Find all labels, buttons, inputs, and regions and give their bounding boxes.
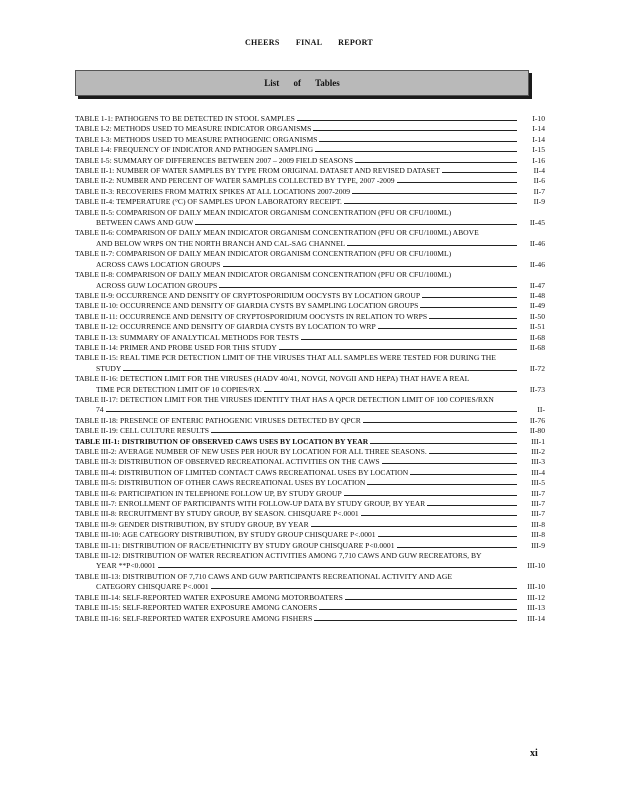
leader-line <box>429 318 517 319</box>
toc-entry-page: II- <box>537 405 545 415</box>
toc-entry-label: TABLE I-4: FREQUENCY OF INDICATOR AND PATHOGEN SAMPLING <box>75 145 314 155</box>
toc-entry-label: TABLE I-2: METHODS USED TO MEASURE INDICATOR ORGANISMS <box>75 124 312 134</box>
toc-entry[interactable] <box>75 291 545 301</box>
leader-line <box>378 328 517 329</box>
toc-entry-label: TABLE 1-1: PATHOGENS TO BE DETECTED IN STOOL SAMPLES <box>75 114 295 123</box>
toc-entry-label: TABLE III-7: ENROLLMENT OF PARTICIPANTS WITH FOLLOW-UP DATA BY STUDY GROUP, BY YEAR <box>75 499 426 509</box>
toc-entry[interactable] <box>75 312 545 322</box>
toc-entry-label: TABLE II-8: COMPARISON OF DAILY MEAN INDICATOR ORGANISM CONCENTRATION (PFU OR CFU/100ML) <box>75 270 452 280</box>
toc-entry[interactable] <box>75 343 545 353</box>
toc-entry[interactable] <box>75 114 545 124</box>
toc-entry-label: TABLE II-2: NUMBER AND PERCENT OF WATER SAMPLES COLLECTED BY TYPE, 2007 -2009 <box>75 176 395 186</box>
toc-entry[interactable] <box>75 551 545 572</box>
toc-entry-label: TABLE III-2: AVERAGE NUMBER OF NEW USES PER HOUR BY LOCATION FOR ALL THREE SEASONS. <box>75 447 427 456</box>
toc-entry[interactable] <box>75 541 545 551</box>
leader-line <box>301 339 517 340</box>
running-header: CHEERS FINAL REPORT <box>244 38 374 47</box>
leader-line <box>211 588 517 589</box>
leader-line <box>314 620 517 621</box>
leader-line <box>361 515 517 516</box>
toc-entry[interactable] <box>75 322 545 332</box>
toc-entry-page: III-7 <box>531 499 545 509</box>
toc-entry-label: TABLE III-12: DISTRIBUTION OF WATER RECREATION ACTIVITIES AMONG 7,710 CAWS AND GUW RECREATORS, BY <box>75 551 482 561</box>
leader-line <box>264 391 517 392</box>
toc-entry-page: III-1 <box>531 436 545 446</box>
toc-entry-page: III-3 <box>531 457 545 467</box>
toc-entry-page: III-2 <box>531 447 545 456</box>
leader-line <box>223 266 518 267</box>
toc-entry-page: III-7 <box>531 509 545 519</box>
leader-line <box>422 297 517 298</box>
toc-entry-label: TABLE I-5: SUMMARY OF DIFFERENCES BETWEEN 2007 – 2009 FIELD SEASONS <box>75 155 353 165</box>
toc-entry-label: TABLE II-1: NUMBER OF WATER SAMPLES BY TYPE FROM ORIGINAL DATASET AND REVISED DATASET <box>75 166 440 176</box>
toc-entry[interactable] <box>75 499 545 509</box>
toc-entry-label: TABLE II-4: TEMPERATURE (°C) OF SAMPLES UPON LABORATORY RECEIPT. <box>75 197 342 207</box>
table-of-contents <box>75 114 545 624</box>
toc-entry-label: TABLE II-19: CELL CULTURE RESULTS <box>75 426 209 436</box>
leader-line <box>123 370 517 371</box>
toc-entry-label: TABLE II-3: RECOVERIES FROM MATRIX SPIKES AT ALL LOCATIONS 2007-2009 <box>75 186 351 196</box>
leader-line <box>429 453 517 454</box>
toc-entry[interactable] <box>75 156 545 166</box>
toc-entry[interactable] <box>75 426 545 436</box>
leader-line <box>219 287 517 288</box>
toc-entry-label: TABLE II-9: OCCURRENCE AND DENSITY OF CRYPTOSPORIDIUM OOCYSTS BY LOCATION GROUP <box>75 290 421 300</box>
toc-entry-continuation: 74 <box>96 405 104 415</box>
toc-entry-page: II-76 <box>529 415 545 425</box>
leader-line <box>427 505 517 506</box>
toc-entry-label: TABLE III-11: DISTRIBUTION OF RACE/ETHNICITY BY STUDY GROUP CHISQUARE P<0.0001 <box>75 540 395 550</box>
toc-entry[interactable] <box>75 530 545 540</box>
leader-line <box>382 463 517 464</box>
toc-entry-page: III-9 <box>531 540 545 550</box>
toc-entry-page: III-10 <box>527 582 545 592</box>
toc-entry-page: II-46 <box>529 259 545 269</box>
toc-entry-label: TABLE III-16: SELF-REPORTED WATER EXPOSURE AMONG FISHERS <box>75 613 313 623</box>
toc-entry-page: III-8 <box>531 519 545 529</box>
toc-entry-page: III-14 <box>527 613 545 623</box>
toc-entry-label: TABLE II-15: REAL TIME PCR DETECTION LIMIT OF THE VIRUSES THAT ALL SAMPLES WERE TESTED FOR DURING THE <box>75 353 496 363</box>
toc-entry-page: II-51 <box>529 322 545 332</box>
toc-entry-label: TABLE II-5: COMPARISON OF DAILY MEAN INDICATOR ORGANISM CONCENTRATION (PFU OR CFU/100ML) <box>75 207 452 217</box>
toc-entry-label: TABLE III-8: RECRUITMENT BY STUDY GROUP, BY SEASON. CHISQUARE P<.0001 <box>75 509 359 519</box>
list-of-tables-heading: List of Tables <box>75 70 529 96</box>
toc-entry-page: II-45 <box>529 218 545 228</box>
toc-entry-page: II-80 <box>529 426 545 436</box>
toc-entry[interactable] <box>75 270 545 291</box>
toc-entry-page: II-4 <box>533 166 545 176</box>
leader-line <box>367 484 517 485</box>
toc-entry-page: I-10 <box>532 114 545 123</box>
toc-entry-label: TABLE III-3: DISTRIBUTION OF OBSERVED RECREATIONAL ACTIVITIES ON THE CAWS <box>75 457 380 467</box>
leader-line <box>106 411 517 412</box>
toc-entry[interactable] <box>75 509 545 519</box>
toc-entry-page: III-12 <box>527 592 545 602</box>
toc-entry[interactable] <box>75 614 545 624</box>
toc-entry[interactable] <box>75 603 545 613</box>
leader-line <box>311 526 517 527</box>
toc-entry-page: II-73 <box>529 384 545 394</box>
toc-entry-page: I-14 <box>532 134 545 144</box>
toc-entry-label: TABLE III-14: SELF-REPORTED WATER EXPOSURE AMONG MOTORBOATERS <box>75 592 343 602</box>
toc-entry-page: III-13 <box>527 603 545 613</box>
leader-line <box>420 307 517 308</box>
toc-entry-page: II-50 <box>529 311 545 321</box>
toc-entry-label: TABLE III-10: AGE CATEGORY DISTRIBUTION, BY STUDY GROUP CHISQUARE P<.0001 <box>75 530 376 540</box>
toc-entry-page: II-72 <box>529 363 545 373</box>
leader-line <box>313 130 517 131</box>
toc-entry-label: TABLE II-17: DETECTION LIMIT FOR THE VIRUSES IDENTITY THAT HAS A QPCR DETECTION LIMIT OF 100 COPIES/RXN <box>75 394 494 404</box>
toc-entry-label: TABLE II-10: OCCURRENCE AND DENSITY OF GIARDIA CYSTS BY SAMPLING LOCATION GROUPS <box>75 301 419 311</box>
leader-line <box>347 245 517 246</box>
toc-entry-page: II-47 <box>529 280 545 290</box>
toc-entry[interactable] <box>75 145 545 155</box>
toc-entry[interactable] <box>75 478 545 488</box>
toc-entry-label: TABLE III-15: SELF-REPORTED WATER EXPOSURE AMONG CANOERS <box>75 603 318 613</box>
toc-entry-page: II-46 <box>529 238 545 248</box>
toc-entry[interactable] <box>75 395 545 416</box>
toc-entry[interactable] <box>75 187 545 197</box>
leader-line <box>344 495 517 496</box>
leader-line <box>370 443 517 444</box>
toc-entry-page: I-15 <box>532 145 545 155</box>
toc-entry[interactable] <box>75 447 545 457</box>
leader-line <box>319 609 517 610</box>
toc-entry-label: TABLE III-4: DISTRIBUTION OF LIMITED CONTACT CAWS RECREATIONAL USES BY LOCATION <box>75 467 409 477</box>
toc-entry[interactable] <box>75 249 545 270</box>
toc-entry-page: III-7 <box>531 488 545 498</box>
toc-entry-page: III-8 <box>531 530 545 540</box>
toc-entry-continuation: AND BELOW WRPS ON THE NORTH BRANCH AND CAL-SAG CHANNEL <box>96 238 346 248</box>
toc-entry[interactable] <box>75 416 545 426</box>
toc-entry[interactable] <box>75 228 545 249</box>
toc-entry[interactable] <box>75 333 545 343</box>
leader-line <box>363 422 517 423</box>
toc-entry[interactable] <box>75 135 545 145</box>
toc-entry-label: TABLE III-9: GENDER DISTRIBUTION, BY STUDY GROUP, BY YEAR <box>75 519 309 529</box>
leader-line <box>355 162 517 163</box>
toc-entry-continuation: BETWEEN CAWS AND GUW <box>96 218 194 228</box>
leader-line <box>442 172 517 173</box>
leader-line <box>345 599 517 600</box>
toc-entry[interactable] <box>75 489 545 499</box>
toc-entry[interactable] <box>75 353 545 374</box>
leader-line <box>315 151 517 152</box>
toc-entry-label: TABLE II-11: OCCURRENCE AND DENSITY OF CRYPTOSPORIDIUM OOCYSTS IN RELATION TO WRPS <box>75 311 428 321</box>
toc-entry-label: TABLE III-5: DISTRIBUTION OF OTHER CAWS RECREATIONAL USES BY LOCATION <box>75 478 366 488</box>
toc-entry-label: TABLE II-13: SUMMARY OF ANALYTICAL METHODS FOR TESTS <box>75 332 299 342</box>
leader-line <box>158 567 517 568</box>
toc-entry-continuation: YEAR **P<0.0001 <box>96 561 156 571</box>
toc-entry-page: I-16 <box>532 155 545 165</box>
toc-entry-page: II-68 <box>529 332 545 342</box>
page-number: xi <box>530 748 538 759</box>
leader-line <box>352 193 517 194</box>
toc-entry-label: TABLE II-6: COMPARISON OF DAILY MEAN INDICATOR ORGANISM CONCENTRATION (PFU OR CFU/100ML) ABOVE <box>75 228 479 238</box>
toc-entry-label: TABLE II-7: COMPARISON OF DAILY MEAN INDICATOR ORGANISM CONCENTRATION (PFU OR CFU/100ML) <box>75 249 452 259</box>
leader-line <box>195 224 517 225</box>
toc-entry[interactable] <box>75 208 545 229</box>
leader-line <box>279 349 517 350</box>
toc-entry[interactable] <box>75 437 545 447</box>
leader-line <box>397 547 517 548</box>
toc-entry-label: TABLE II-16: DETECTION LIMIT FOR THE VIRUSES (HADV 40/41, NOVGI, NOVGII AND HEPA) THAT HAVE A REAL <box>75 374 470 384</box>
toc-entry-page: II-9 <box>533 197 545 207</box>
toc-entry[interactable] <box>75 457 545 467</box>
toc-entry-label: TABLE II-14: PRIMER AND PROBE USED FOR THIS STUDY <box>75 342 277 352</box>
toc-entry[interactable] <box>75 301 545 311</box>
leader-line <box>344 203 517 204</box>
toc-entry-page: II-48 <box>529 290 545 300</box>
toc-entry-continuation: CATEGORY CHISQUARE P<.0001 <box>96 582 209 592</box>
toc-entry[interactable] <box>75 520 545 530</box>
toc-entry-label: TABLE III-1: DISTRIBUTION OF OBSERVED CAWS USES BY LOCATION BY YEAR <box>75 436 369 446</box>
toc-entry-page: II-7 <box>533 186 545 196</box>
toc-entry-label: TABLE III-13: DISTRIBUTION OF 7,710 CAWS AND GUW PARTICIPANTS RECREATIONAL ACTIVITY AND AGE <box>75 571 452 581</box>
toc-entry-page: III-10 <box>527 561 545 571</box>
leader-line <box>397 182 517 183</box>
toc-entry-continuation: ACROSS CAWS LOCATION GROUPS <box>96 259 221 269</box>
toc-entry[interactable] <box>75 468 545 478</box>
toc-entry-label: TABLE II-12: OCCURRENCE AND DENSITY OF GIARDIA CYSTS BY LOCATION TO WRP <box>75 322 376 332</box>
toc-entry-page: II-6 <box>533 176 545 186</box>
toc-entry-page: I-14 <box>532 124 545 134</box>
toc-entry-continuation: TIME PCR DETECTION LIMIT OF 10 COPIES/RX. <box>96 384 262 394</box>
leader-line <box>297 120 517 121</box>
toc-entry-page: III-4 <box>531 467 545 477</box>
toc-entry-label: TABLE III-6: PARTICIPATION IN TELEPHONE FOLLOW UP, BY STUDY GROUP <box>75 488 342 498</box>
toc-entry-page: II-68 <box>529 342 545 352</box>
leader-line <box>319 141 517 142</box>
toc-entry-page: II-49 <box>529 301 545 311</box>
toc-entry-label: TABLE I-3: METHODS USED TO MEASURE PATHOGENIC ORGANISMS <box>75 134 318 144</box>
leader-line <box>378 536 517 537</box>
toc-entry[interactable] <box>75 374 545 395</box>
toc-entry-page: III-5 <box>531 478 545 488</box>
toc-entry[interactable] <box>75 572 545 593</box>
toc-entry[interactable] <box>75 176 545 186</box>
toc-entry[interactable] <box>75 166 545 176</box>
toc-entry[interactable] <box>75 124 545 134</box>
toc-entry[interactable] <box>75 593 545 603</box>
toc-entry-label: TABLE II-18: PRESENCE OF ENTERIC PATHOGENIC VIRUSES DETECTED BY QPCR <box>75 415 361 425</box>
toc-entry-continuation: ACROSS GUW LOCATION GROUPS <box>96 280 218 290</box>
leader-line <box>410 474 517 475</box>
leader-line <box>211 432 517 433</box>
toc-entry-continuation: STUDY <box>96 363 122 373</box>
toc-entry[interactable] <box>75 197 545 207</box>
